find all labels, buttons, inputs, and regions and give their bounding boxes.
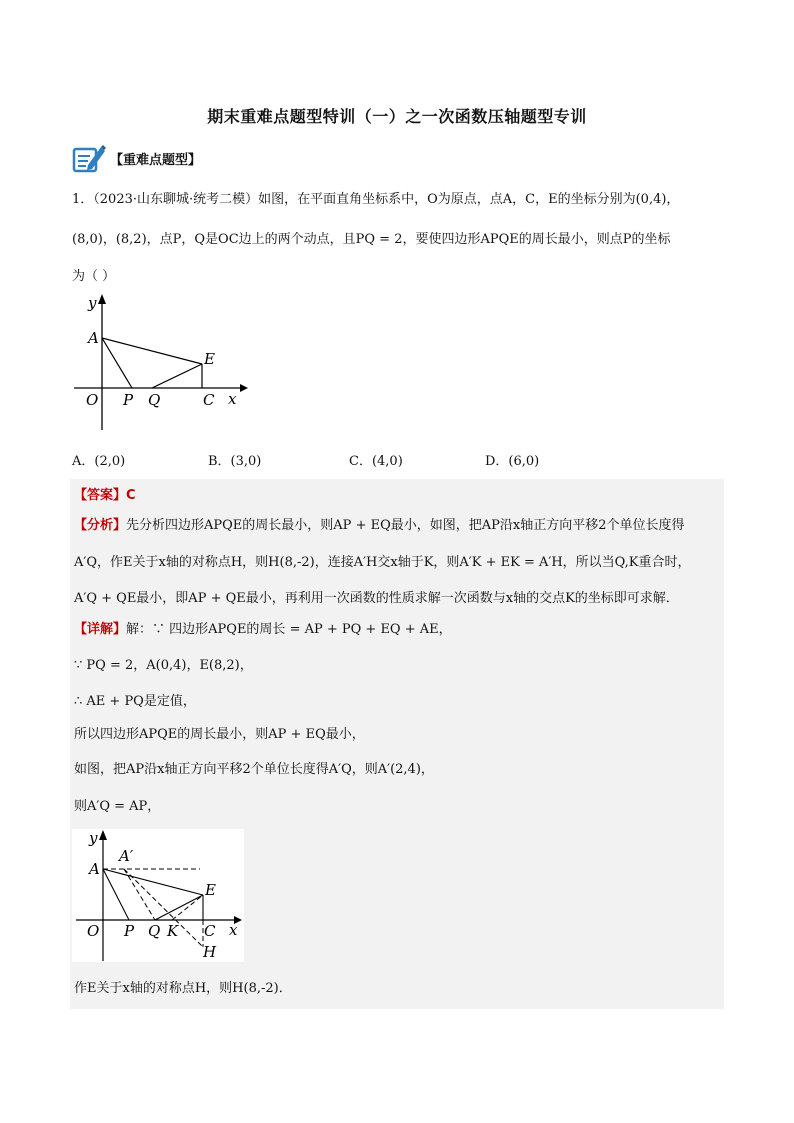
answer-value: C [126,488,136,503]
figure1-segment-ap [102,338,132,388]
figure1-label-a: A [88,329,99,347]
question-line-3: 为（ ） [72,269,116,284]
figure2-segment-qe [155,895,203,920]
figure2-label-o: O [87,922,100,940]
figure2-label-y: y [89,829,98,847]
figure1-label-x: x [228,390,237,408]
figure1-segment-ae [102,338,202,364]
figure1-segment-qe [152,364,202,388]
option-c: C．(4,0) [349,454,403,469]
figure2-label-c: C [204,922,216,940]
figure2-label-k: K [167,922,179,940]
figure1-label-y: y [88,294,97,312]
figure2-label-a: A [89,860,100,878]
detail-line-1 [74,620,452,640]
answer-tag: 【答案】 [74,488,127,503]
analysis-text-1: 先分析四边形APQE的周长最小，则AP + EQ最小，如图，把AP沿x轴正方向平移2个单位长度得 [126,518,685,533]
detail-line-5: 如图，把AP沿x轴正方向平移2个单位长度得A′Q，则A′(2,4)， [74,762,434,777]
figure2-label-a-prime: A′ [119,847,134,865]
detail-text-1: 解：∵ 四边形APQE的周长 = AP + PQ + EQ + AE， [126,622,452,637]
figure2-label-h: H [203,943,217,961]
detail-tag: 【详解】 [74,622,127,637]
detail-line-4: 所以四边形APQE的周长最小，则AP + EQ最小， [74,727,365,742]
detail-line-2: ∵ PQ = 2，A(0,4)，E(8,2)， [74,658,253,673]
figure2-segment-ae [103,869,203,895]
question-line-2: (8,0)，(8,2)，点P，Q是OC边上的两个动点，且PQ = 2，要使四边形APQE的周长最小，则点P的坐标 [72,232,671,247]
figure1-label-q: Q [148,391,161,409]
figure2-y-arrow [99,830,107,840]
figure2-label-x: x [229,921,238,939]
detail-line-6: 则A′Q = AP， [74,799,161,814]
figure2-dashed-aprime-h [124,869,203,947]
figure-2-coordinate-diagram [72,829,244,962]
section-label: 【重难点题型】 [110,152,202,168]
figure1-x-arrow [240,384,248,392]
analysis-line-1 [74,516,684,536]
question-line-1: 1．（2023·山东聊城·统考二模）如图，在平面直角坐标系中，O为原点，点A，C，E的坐标分别为(0,4)， [72,192,680,207]
figure2-label-e: E [205,881,216,899]
figure2-label-p: P [124,922,135,940]
analysis-line-3: A′Q + QE最小，即AP + QE最小，再利用一次函数的性质求解一次函数与x轴的交点K的坐标即可求解． [74,591,679,606]
answer-options [72,450,732,470]
analysis-tag: 【分析】 [74,518,127,533]
detail-line-7: 作E关于x轴的对称点H，则H(8,-2)． [74,981,292,996]
section-header [72,142,201,174]
analysis-line-2: A′Q，作E关于x轴的对称点H，则H(8,-2)，连接A′H交x轴于K，则A′K + EK = A′H，所以当Q,K重合时， [74,555,691,570]
figure1-label-c: C [203,391,215,409]
figure2-label-q: Q [148,922,161,940]
pencil-note-icon [72,143,106,173]
figure2-segment-ap [103,869,129,920]
figure1-label-e: E [204,350,215,368]
page-title: 期末重难点题型特训（一）之一次函数压轴题型专训 [207,107,587,126]
figure2-dashed-k-e [172,895,203,920]
option-d: D．(6,0) [485,454,540,469]
option-b: B．(3,0) [208,454,262,469]
figure1-label-o: O [86,391,99,409]
detail-line-3: ∴ AE + PQ是定值， [74,694,196,709]
option-a: A．(2,0) [72,454,126,469]
figure-1-coordinate-diagram [70,292,250,432]
figure1-label-p: P [123,391,134,409]
figure1-y-arrow [98,294,106,304]
answer-line [74,486,136,506]
